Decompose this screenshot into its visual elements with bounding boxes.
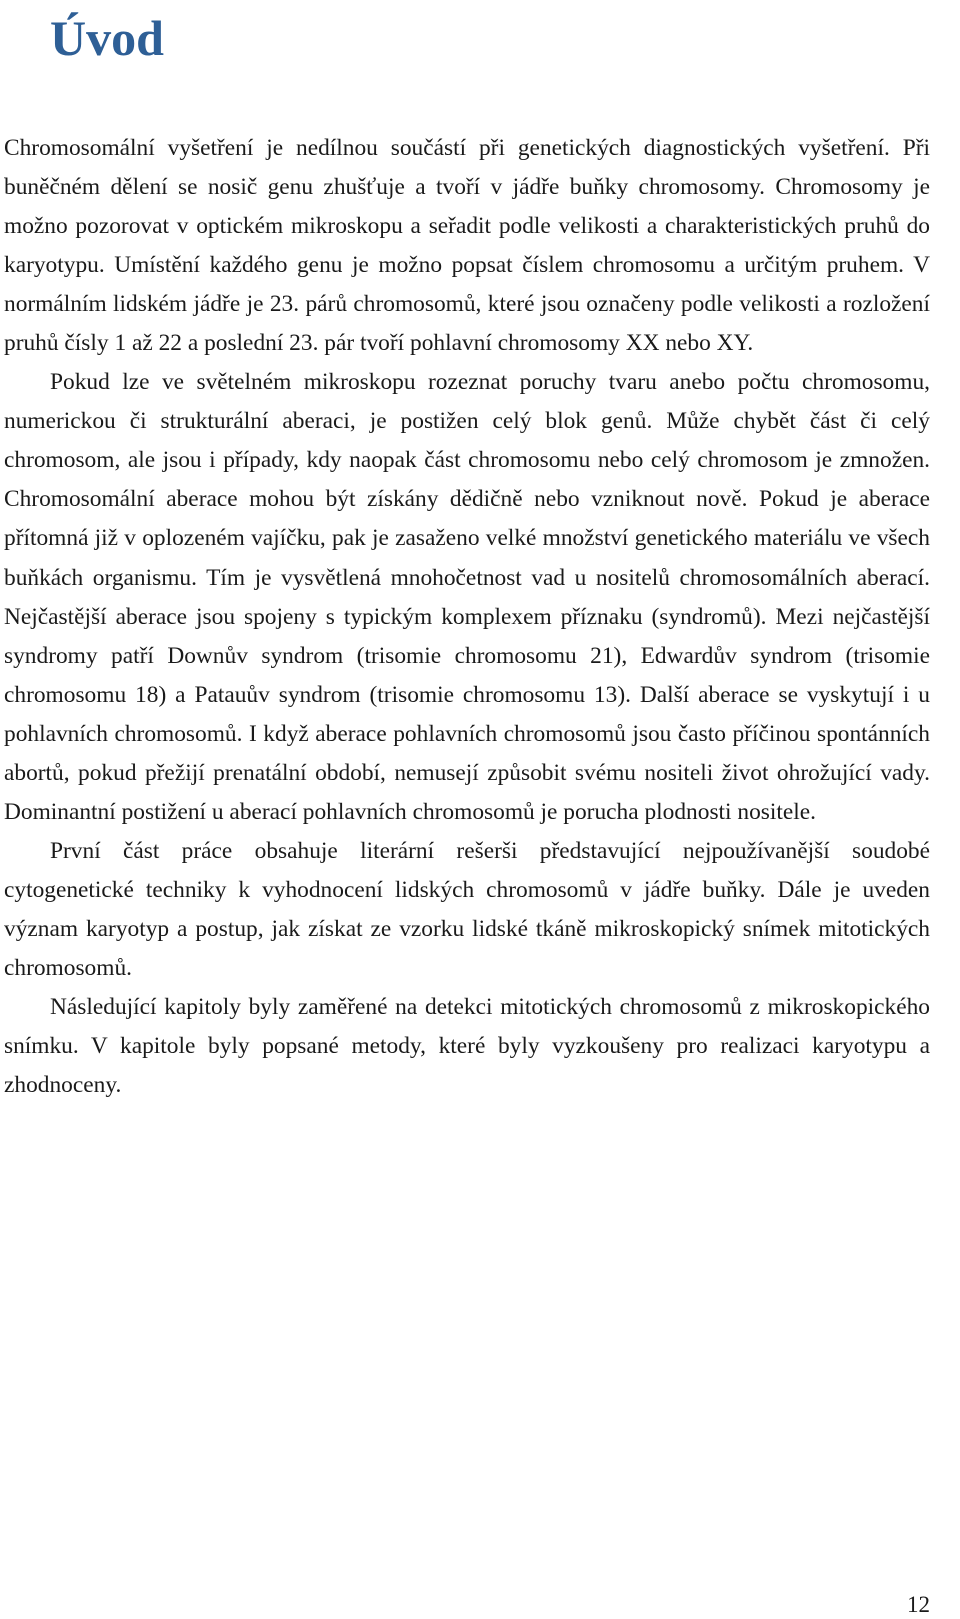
chapter-heading: Úvod (50, 10, 164, 66)
paragraph-intro: Chromosomální vyšetření je nedílnou součástí při genetických diagnostických vyšetření. Při buněčném dělení se nosič genu zhušťuje a tvoří v jádře buňky chromosomy. Chromosomy je možno pozorovat v optickém mikroskopu a seřadit podle velikosti a charakteristických pruhů do karyotypu. Umístění každého genu je možno popsat číslem chromosomu a určitým pruhem. V normálním lidském jádře je 23. párů chromosomů, které jsou označeny podle velikosti a rozložení pruhů čísly 1 až 22 a poslední 23. pár tvoří pohlavní chromosomy XX nebo XY. (4, 135, 930, 357)
page-number: 12 (907, 1592, 930, 1617)
paragraph-first-part: První část práce obsahuje literární rešerši představující nejpoužívanější soudobé cytogenetické techniky k vyhodnocení lidských chromosomů v jádře buňky. Dále je uveden význam karyotyp a postup, jak získat ze vzorku lidské tkáně mikroskopický snímek mitotických chromosomů. (4, 837, 930, 981)
body-text (4, 129, 930, 1105)
paragraph-following-chapters: Následující kapitoly byly zaměřené na detekci mitotických chromosomů z mikroskopického snímku. V kapitole byly popsané metody, které byly vyzkoušeny pro realizaci karyotypu a zhodnoceny. (4, 994, 930, 1099)
paragraph-aberrations: Pokud lze ve světelném mikroskopu rozeznat poruchy tvaru anebo počtu chromosomu, numerickou či strukturální aberaci, je postižen celý blok genů. Může chybět část či celý chromosom, ale jsou i případy, kdy naopak část chromosomu nebo celý chromosom je zmnožen. Chromosomální aberace mohou být získány dědičně nebo vzniknout nově. Pokud je aberace přítomná již v oplozeném vajíčku, pak je zasaženo velké množství genetického materiálu ve všech buňkách organismu. Tím je vysvětlená mnohočetnost vad u nositelů chromosomálních aberací. Nejčastější aberace jsou spojeny s typickým komplexem příznaku (syndromů). Mezi nejčastější syndromy patří Downův syndrom (trisomie chromosomu 21), Edwardův syndrom (trisomie chromosomu 18) a Patauův syndrom (trisomie chromosomu 13). Další aberace se vyskytují i u pohlavních chromosomů. I když aberace pohlavních chromosomů jsou často příčinou spontánních abortů, pokud přežijí prenatální období, nemusejí způsobit svému nositeli život ohrožující vady. Dominantní postižení u aberací pohlavních chromosomů je porucha plodnosti nositele. (4, 369, 930, 825)
